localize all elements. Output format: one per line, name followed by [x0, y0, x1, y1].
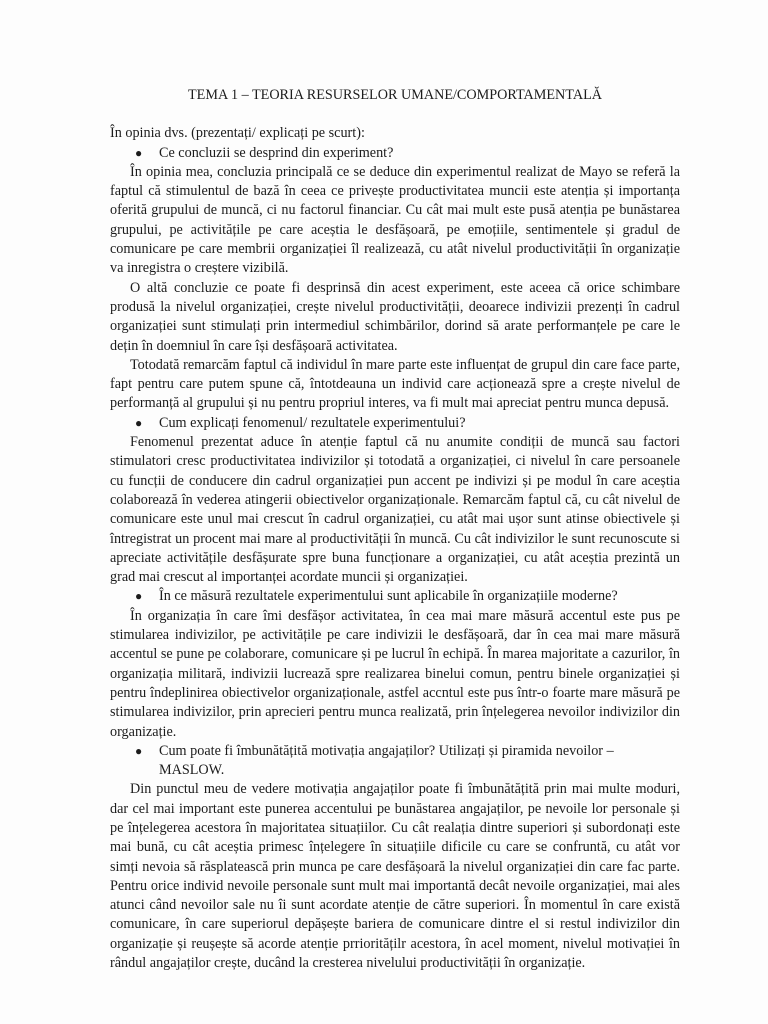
- question-1: [110, 144, 680, 163]
- answer-1-paragraph-1: În opinia mea, concluzia principală ce se deduce din experimentul realizat de Mayo se referă la faptul că stimulentul de bază în ceea ce privește productivitatea muncii este atenția și importanța oferită grupului de muncă, ci nu factorul financiar. Cu cât mai mult este pusă atenția pe bunăstarea grupului, pe activitățile pe care aceștia le desfășoară, pe emoțiile, sentimentele și gradul de comunicare pe care membrii organizației îl realizează, cu atât nivelul productivității în organizație va inregistra o creștere vizibilă.: [110, 163, 680, 277]
- question-4-text: Cum poate fi îmbunătățită motivația angajaților? Utilizați și piramida nevoilor – MASLOW.: [159, 742, 614, 779]
- answer-1-paragraph-2: O altă concluzie ce poate fi desprinsă din acest experiment, este aceea că orice schimbare produsă la nivelul organizației, crește nivelul productivității, deoarece indivizii prezenți în cadrul organizației sunt stimulați prin intermediul schimbărilor, dorind să arate performanțele pe care le dețin în doemniul în care își desfășoară activitatea.: [110, 279, 680, 354]
- answer-4-paragraph-1: Din punctul meu de vedere motivația angajaților poate fi îmbunătățită prin mai multe moduri, dar cel mai important este punerea accentului pe bunăstarea angajaților, pe nevoile lor personale și pe înțelegerea acestora în majoritatea situațiilor. Cu cât realația dintre superiori și subordonați este mai bună, cu cât aceștia primesc înțelegere în situațiile dificile cu care se confruntă, cu atât vor simți nevoia să răsplatească prin munca pe care desfășoară la nivelul organizației din care fac parte. Pentru orice individ nevoile personale sunt mult mai importantă decât nevoile organizației, mai ales atunci când nevoilor sale nu îi sunt acordate atenție de către superiori. În momentul în care există comunicare, în care superiorul depășește bariera de comunicare dintre el si restul indivizilor din organizație și reușește să acorde atenție prrioritățilr acestora, în acel moment, nivelul motivației în rândul angajaților crește, ducând la cresterea nivelului productivității în organizație.: [110, 781, 680, 972]
- answer-1-paragraph-3: Totodată remarcăm faptul că individul în mare parte este influențat de grupul din care face parte, fapt pentru care putem spune că, întotdeauna un individ care acționează spre a crește nivelul de performanță al grupului și nu pentru propriul interes, va fi mult mai apreciat pentru munca depusă.: [110, 356, 680, 412]
- bullet-icon: ●: [135, 743, 143, 758]
- answer-3-paragraph-1: În organizația în care îmi desfășor activitatea, în cea mai mare măsură accentul este pus pe stimularea indivizilor, pe activitățile pe care indivizii le desfășoară, dar în cea mai mare măsură accentul se pune pe colaborare, comunicare și pe lucrul în echipă. În marea majoritate a cazurilor, în organizația militară, indivizii lucrează spre realizarea binelui comun, pentru binele organizației și pentru îndeplinirea obiectivelor organizaționale, astfel accntul este pus într-o foarte mare măsură pe stimularea indivizilor, prin aprecieri pentru munca realizată, prin înțelegerea nevoilor indivizilor din organizație.: [110, 607, 680, 740]
- question-4: [110, 742, 680, 781]
- bullet-icon: ●: [135, 589, 143, 604]
- question-2-text: Cum explicați fenomenul/ rezultatele experimentului?: [159, 414, 466, 431]
- bullet-icon: ●: [135, 415, 143, 430]
- document-title: TEMA 1 – TEORIA RESURSELOR UMANE/COMPORTAMENTALĂ: [188, 87, 602, 103]
- question-2: [110, 414, 680, 433]
- bullet-icon: ●: [135, 145, 143, 160]
- question-3: [110, 587, 680, 606]
- intro-text: În opinia dvs. (prezentați/ explicați pe scurt):: [110, 125, 365, 142]
- question-3-text: În ce măsură rezultatele experimentului sunt aplicabile în organizațiile moderne?: [159, 588, 618, 605]
- question-1-text: Ce concluzii se desprind din experiment?: [159, 144, 394, 161]
- answer-2-paragraph-1: Fenomenul prezentat aduce în atenție faptul că nu anumite condiții de muncă sau factori stimulatori cresc productivitatea indivizilor și totodată a organizației, ci nivelul în care persoanele cu funcții de conducere din cadrul organizației pun accent pe indivizi și pe modul în care aceștia colaborează în vederea atingerii obiectivelor organizaționale. Remarcăm faptul că, cu cât nivelul de comunicare este unul mai crescut în cadrul organizației, cu atât mai ușor sunt atinse obiectivele și întregistrat un procent mai mare al productivității în muncă. Cu cât indivizilor le sunt recunoscute si apreciate activitățile desfășurate spre buna funcționare a organizației, cu atât aceștia prezintă un grad mai crescut al importanței acordate muncii și organizației.: [110, 434, 680, 586]
